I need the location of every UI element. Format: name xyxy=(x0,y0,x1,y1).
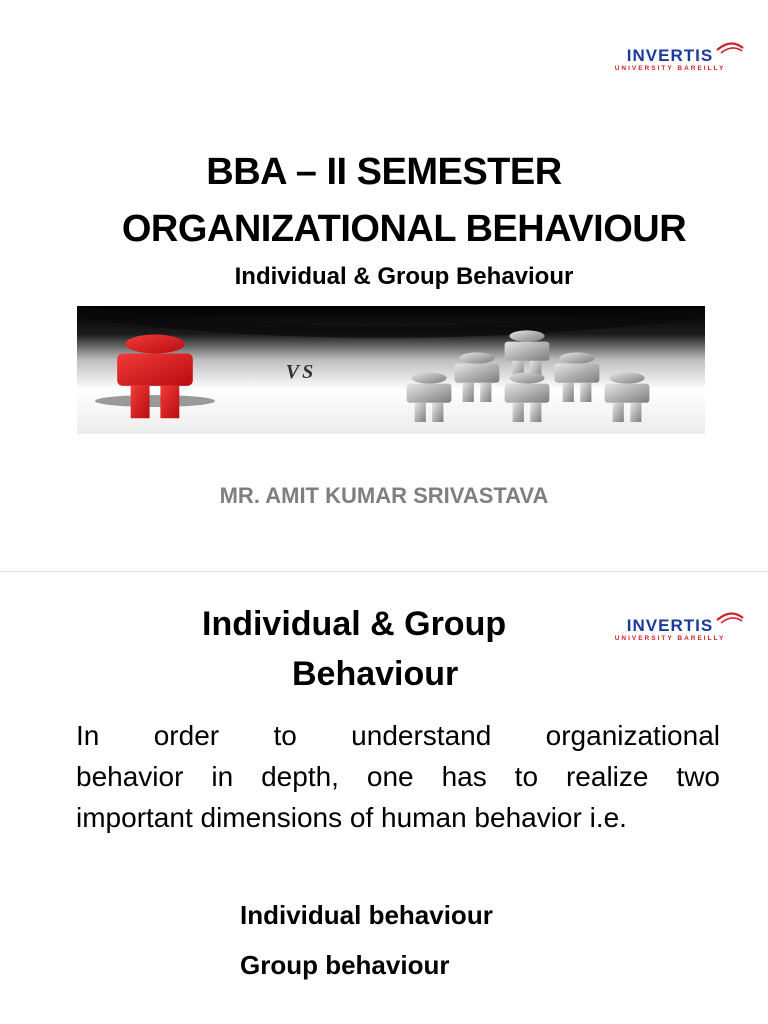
paragraph-line: important dimensions of human behavior i.e. xyxy=(76,802,627,833)
logo-name: INVERTIS xyxy=(626,46,714,65)
vs-label: VS xyxy=(285,361,317,383)
paragraph-line: behavior in depth, one has to realize two xyxy=(76,761,720,792)
individual-shadow xyxy=(95,395,215,407)
invertis-logo xyxy=(595,40,745,76)
invertis-logo-graphic xyxy=(595,610,745,646)
logo-name: INVERTIS xyxy=(626,616,714,635)
list-item-individual-behaviour: Individual behaviour xyxy=(240,900,493,930)
slide1-title-line1: BBA – II SEMESTER xyxy=(206,151,562,193)
invertis-logo-graphic xyxy=(595,40,745,76)
list-item-group-behaviour: Group behaviour xyxy=(240,950,450,980)
individual-vs-group-banner xyxy=(77,306,705,434)
author-name: MR. AMIT KUMAR SRIVASTAVA xyxy=(219,483,549,508)
slide2-title-line1: Individual & Group xyxy=(202,605,507,643)
invertis-logo-slide2 xyxy=(595,610,745,646)
slide1-title-line2: ORGANIZATIONAL BEHAVIOUR xyxy=(121,208,687,250)
slide1-subtitle: Individual & Group Behaviour xyxy=(234,263,574,290)
logo-tagline: UNIVERSITY BAREILLY xyxy=(614,65,726,72)
paragraph-line: In order to understand organizational xyxy=(76,720,720,751)
slide-divider xyxy=(0,571,768,572)
slide2-title-line2: Behaviour xyxy=(292,655,459,693)
slide2-paragraph xyxy=(76,715,720,838)
logo-tagline: UNIVERSITY BAREILLY xyxy=(614,635,726,642)
